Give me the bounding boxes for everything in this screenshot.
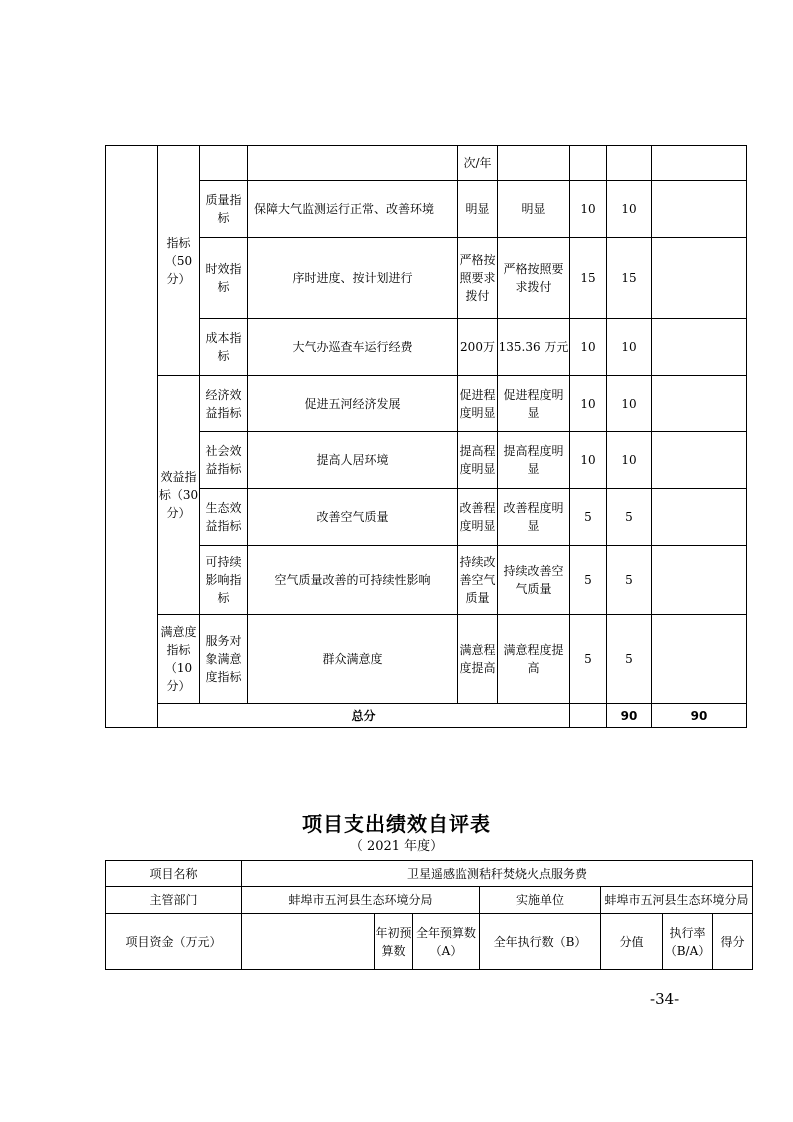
total-label: 总分 [158,704,570,728]
total-weight: 90 [607,704,652,728]
impl-label: 实施单位 [480,887,601,914]
self-evaluation-table [105,860,753,970]
satisfaction-l2-label: 满意度指标（10分） [158,615,200,704]
table-row: 生态效益指标 改善空气质量 改善程度明显 改善程度明显 5 5 [106,489,747,546]
col-full-budget: 全年预算数（A） [413,914,480,970]
table-row [106,887,753,914]
table-row [106,861,753,887]
total-row [106,704,747,728]
table-row: 社会效益指标 提高人居环境 提高程度明显 提高程度明显 10 10 [106,432,747,489]
total-score: 90 [652,704,747,728]
page-number: -34- [650,990,680,1008]
col-rate: 执行率（B/A） [663,914,713,970]
table-row: 时效指标 序时进度、按计划进行 严格按照要求拨付 严格按照要求拨付 15 15 [106,238,747,319]
col-initial-budget: 年初预算数 [375,914,413,970]
col-weight: 分值 [601,914,663,970]
output-l2-label: 指标（50分） [158,146,200,376]
page-title: 项目支出绩效自评表 [302,812,491,836]
benefit-l2-label: 效益指标（30分） [158,376,200,615]
table-row: 质量指标 保障大气监测运行正常、改善环境 明显 明显 10 10 [106,181,747,238]
project-name-value: 卫星遥感监测秸秆焚烧火点服务费 [242,861,753,887]
col-execution: 全年执行数（B） [480,914,601,970]
funds-label: 项目资金（万元） [106,914,242,970]
col-score: 得分 [713,914,753,970]
table-row: 可持续影响指标 空气质量改善的可持续性影响 持续改善空气质量 持续改善空气质量 5 5 [106,546,747,615]
table-row [106,914,753,970]
impl-value: 蚌埠市五河县生态环境分局 [601,887,753,914]
project-name-label: 项目名称 [106,861,242,887]
level1-cell [106,146,158,728]
table-row: 成本指标 大气办巡查车运行经费 200万 135.36 万元 10 10 [106,319,747,376]
unit-cell: 次/年 [458,146,498,181]
dept-value: 蚌埠市五河县生态环境分局 [242,887,480,914]
dept-label: 主管部门 [106,887,242,914]
year-label: （ 2021 年度） [349,839,444,854]
table-row: 满意度指标（10分） 服务对象满意度指标 群众满意度 满意程度提高 满意程度提高 5 5 [106,615,747,704]
table-row: 效益指标（30分） 经济效益指标 促进五河经济发展 促进程度明显 促进程度明显 10 10 [106,376,747,432]
performance-table-continued [105,145,747,728]
